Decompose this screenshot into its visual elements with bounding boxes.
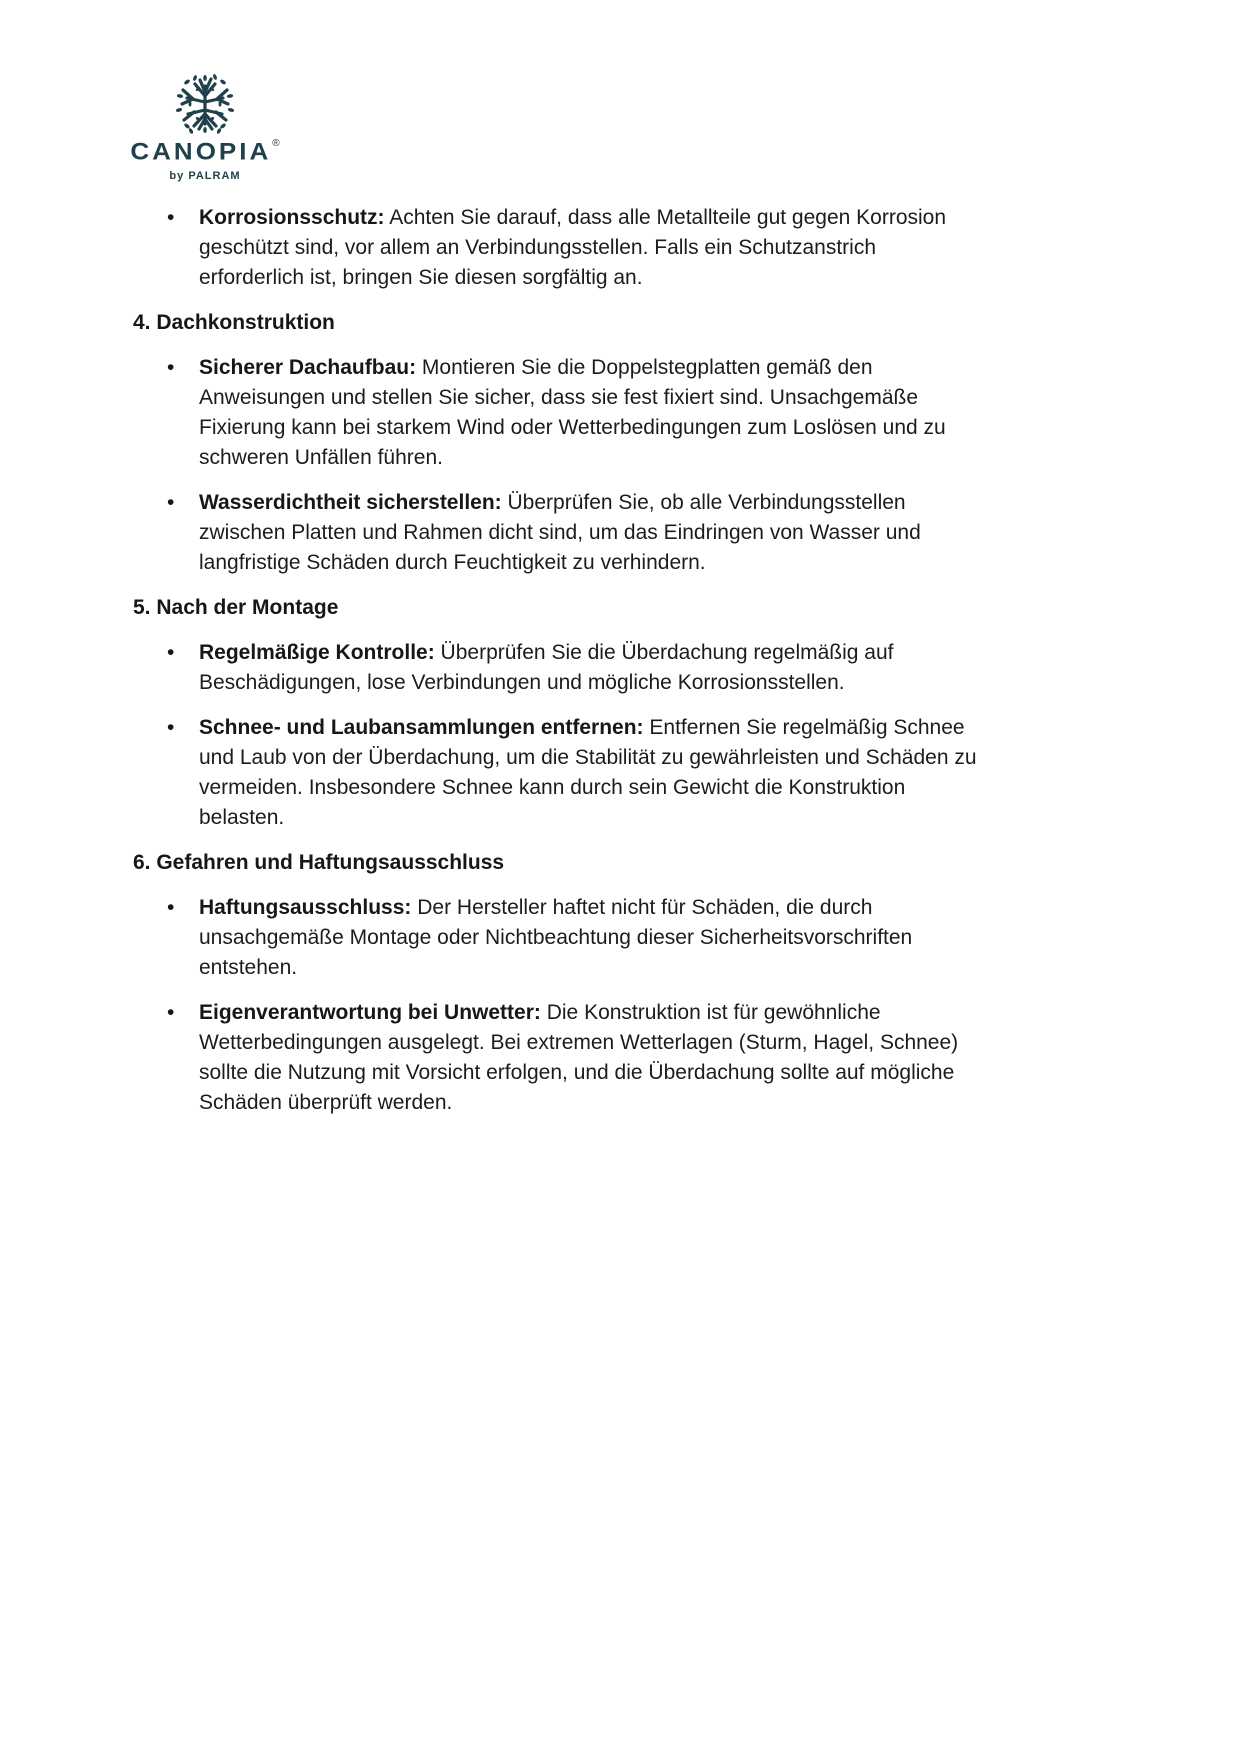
document-section: [133, 848, 978, 1118]
bullet-icon: •: [167, 716, 175, 739]
bullet-icon: •: [167, 206, 175, 229]
bullet-list: [133, 203, 978, 293]
bullet-label: Sicherer Dachaufbau:: [199, 356, 417, 379]
bullet-text: Überprüfen Sie, ob alle Verbindungsstellen zwischen Platten und Rahmen dicht sind, um das Eindringen von Wasser und langfristige Schäden durch Feuchtigkeit zu verhindern.: [199, 491, 921, 574]
bullet-text: Achten Sie darauf, dass alle Metallteile gut gegen Korrosion geschützt sind, vor allem an Verbindungsstellen. Falls ein Schutzanstrich erforderlich ist, bringen Sie diesen sorgfältig an.: [199, 206, 947, 289]
bullet-text: Entfernen Sie regelmäßig Schnee und Laub von der Überdachung, um die Stabilität zu gewährleisten und Schäden zu vermeiden. Insbesondere Schnee kann durch sein Gewicht die Konstruktion belasten.: [199, 716, 977, 829]
bullet-label: Eigenverantwortung bei Unwetter:: [199, 1001, 541, 1024]
document-section: [133, 203, 978, 293]
tree-canopy-mark-icon: [173, 72, 237, 136]
list-item: [133, 488, 978, 578]
canopia-logo: [130, 72, 280, 182]
bullet-paragraph: [199, 488, 978, 578]
section-heading: 6. Gefahren und Haftungsausschluss: [133, 851, 505, 874]
document-section: [133, 593, 978, 833]
list-item: [133, 203, 978, 293]
bullet-label: Schnee- und Laubansammlungen entfernen:: [199, 716, 644, 739]
list-item: [133, 893, 978, 983]
bullet-paragraph: [199, 203, 978, 293]
bullet-icon: •: [167, 641, 175, 664]
bullet-text: Überprüfen Sie die Überdachung regelmäßig auf Beschädigungen, lose Verbindungen und mögliche Korrosionsstellen.: [199, 641, 894, 694]
bullet-label: Regelmäßige Kontrolle:: [199, 641, 435, 664]
bullet-text: Die Konstruktion ist für gewöhnliche Wetterbedingungen ausgelegt. Bei extremen Wetterlagen (Sturm, Hagel, Schnee) sollte die Nutzung mit Vorsicht erfolgen, und die Überdachung sollte auf mögliche Schäden überprüft werden.: [199, 1001, 959, 1114]
bullet-text: Der Hersteller haftet nicht für Schäden, die durch unsachgemäße Montage oder Nichtbeachtung dieser Sicherheitsvorschriften entstehen.: [199, 896, 913, 979]
registered-trademark-icon: ®: [272, 138, 280, 149]
bullet-paragraph: [199, 713, 978, 833]
bullet-icon: •: [167, 896, 175, 919]
section-heading: 4. Dachkonstruktion: [133, 311, 335, 334]
list-item: [133, 353, 978, 473]
bullet-list: [133, 353, 978, 578]
brand-name: CANOPIA: [130, 137, 272, 165]
bullet-paragraph: [199, 638, 978, 698]
list-item: [133, 998, 978, 1118]
section-heading: 5. Nach der Montage: [133, 596, 339, 619]
list-item: [133, 638, 978, 698]
brand-wordmark: [130, 138, 279, 164]
bullet-icon: •: [167, 1001, 175, 1024]
bullet-list: [133, 638, 978, 833]
bullet-label: Haftungsausschluss:: [199, 896, 412, 919]
bullet-text: Montieren Sie die Doppelstegplatten gemäß den Anweisungen und stellen Sie sicher, dass sie fest fixiert sind. Unsachgemäße Fixierung kann bei starkem Wind oder Wetterbedingungen zum Loslösen und zu schweren Unfällen führen.: [199, 356, 946, 469]
bullet-list: [133, 893, 978, 1118]
bullet-paragraph: [199, 893, 978, 983]
bullet-icon: •: [167, 491, 175, 514]
bullet-paragraph: [199, 998, 978, 1118]
document-content: [133, 203, 978, 1118]
document-section: [133, 308, 978, 578]
list-item: [133, 713, 978, 833]
bullet-paragraph: [199, 353, 978, 473]
brand-byline: by PALRAM: [169, 170, 241, 182]
bullet-label: Wasserdichtheit sicherstellen:: [199, 491, 502, 514]
bullet-label: Korrosionsschutz:: [199, 206, 385, 229]
bullet-icon: •: [167, 356, 175, 379]
